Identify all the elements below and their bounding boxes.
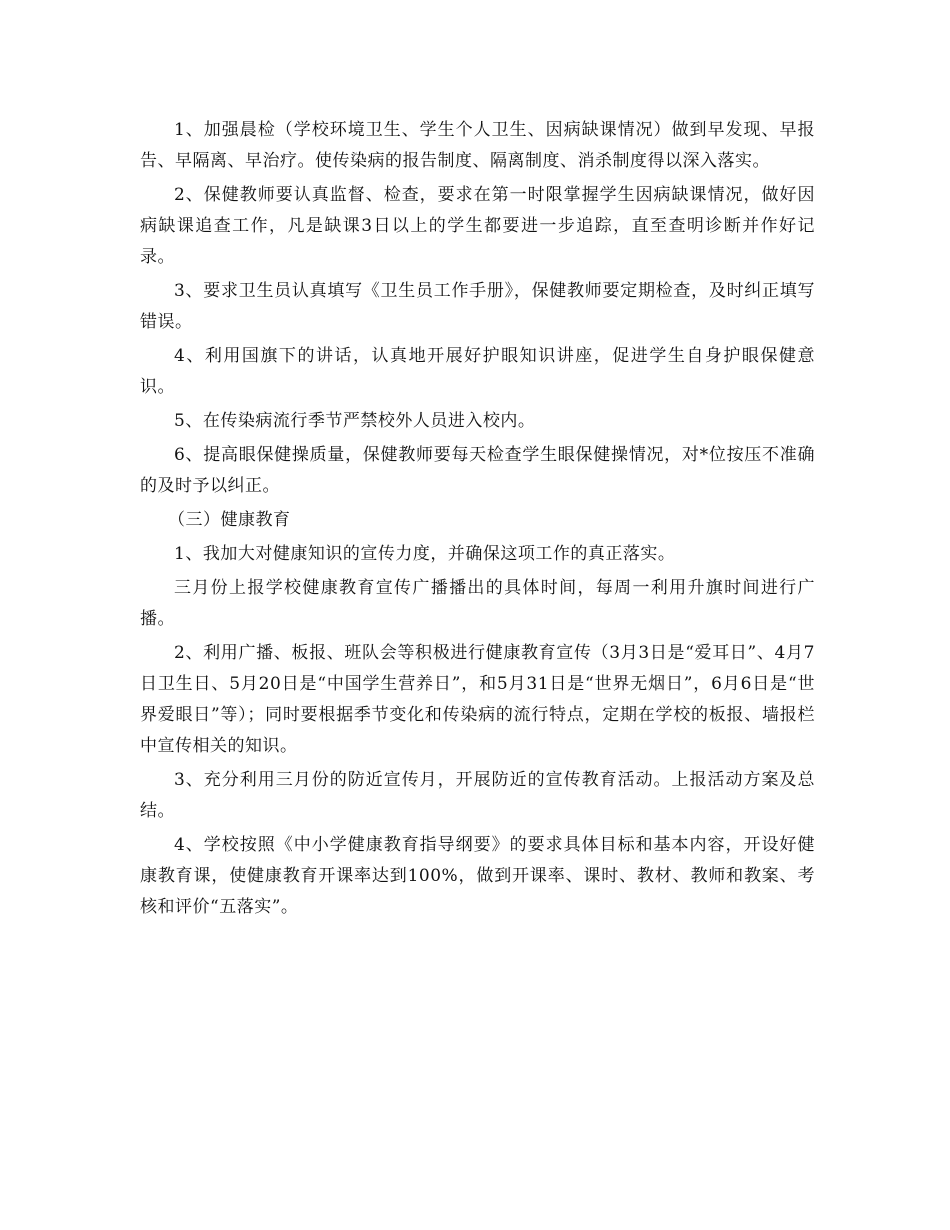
paragraph-morning-check: 1、加强晨检（学校环境卫生、学生个人卫生、因病缺课情况）做到早发现、早报告、早隔离、早治疗。使传染病的报告制度、隔离制度、消杀制度得以深入落实。 xyxy=(140,120,815,171)
paragraph-eye-exercise: 6、提高眼保健操质量，保健教师要每天检查学生眼保健操情况，对*位按压不准确的及时予以纠正。 xyxy=(140,445,815,496)
paragraph-health-handbook: 3、要求卫生员认真填写《卫生员工作手册》，保健教师要定期检查，及时纠正填写错误。 xyxy=(140,281,815,332)
paragraph-awareness-days: 2、利用广播、板报、班队会等积极进行健康教育宣传（3月3日是“爱耳日”、4月7日卫生日、5月20日是“中国学生营养日”，和5月31日是“世界无烟日”，6月6日是“世界爱眼日”等）；同时要根据季节变化和传染病的流行特点，定期在学校的板报、墙报栏中宣传相关的知识。 xyxy=(140,643,815,756)
paragraph-myopia-month: 3、充分利用三月份的防近宣传月，开展防近的宣传教育活动。上报活动方案及总结。 xyxy=(140,770,815,821)
paragraph-visitor-ban: 5、在传染病流行季节严禁校外人员进入校内。 xyxy=(174,411,536,431)
paragraph-publicity-effort: 1、我加大对健康知识的宣传力度，并确保这项工作的真正落实。 xyxy=(174,544,676,564)
paragraph-health-curriculum: 4、学校按照《中小学健康教育指导纲要》的要求具体目标和基本内容，开设好健康教育课，使健康教育开课率达到100%，做到开课率、课时、教材、教师和教案、考核和评价“五落实”。 xyxy=(140,835,815,917)
paragraph-broadcast-schedule: 三月份上报学校健康教育宣传广播播出的具体时间，每周一利用升旗时间进行广播。 xyxy=(140,578,815,629)
section-heading-health-education: （三）健康教育 xyxy=(168,510,291,530)
paragraph-absence-tracking: 2、保健教师要认真监督、检查，要求在第一时限掌握学生因病缺课情况，做好因病缺课追查工作，凡是缺课3日以上的学生都要进一步追踪，直至查明诊断并作好记录。 xyxy=(140,185,815,267)
paragraph-eye-lecture: 4、利用国旗下的讲话，认真地开展好护眼知识讲座，促进学生自身护眼保健意识。 xyxy=(140,346,815,397)
document-body xyxy=(140,115,815,926)
